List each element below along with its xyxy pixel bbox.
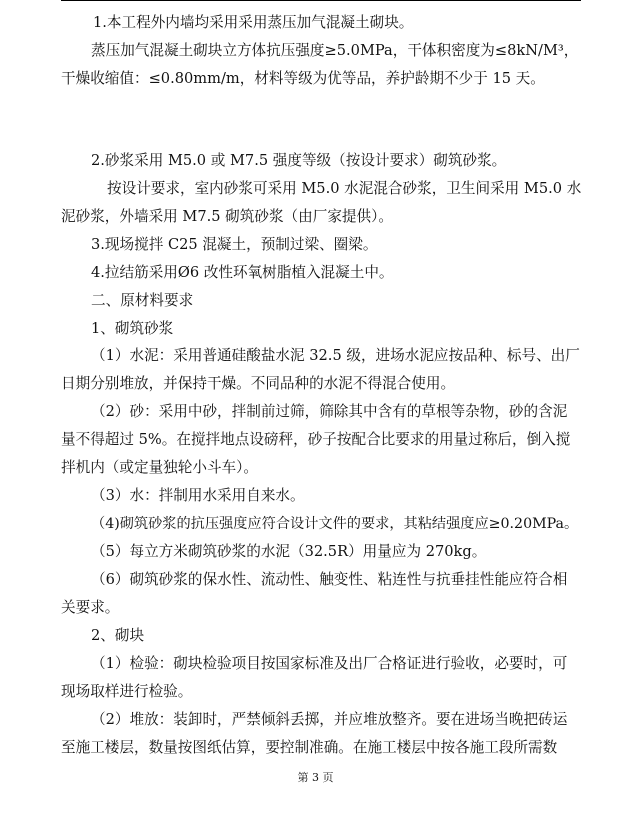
paragraph-line: （4)砌筑砂浆的抗压强度应符合设计文件的要求，其粘结强度应≥0.20MPa。 xyxy=(91,516,579,532)
paragraph-line: 至施工楼层，数量按图纸估算，要控制准确。在施工楼层中按各施工段所需数 xyxy=(61,739,558,756)
paragraph-line: 干燥收缩值：≤0.80mm/m，材料等级为优等品，养护龄期不少于 15 天。 xyxy=(61,70,545,87)
paragraph-line: （2）砂：采用中砂，拌制前过筛，筛除其中含有的草根等杂物，砂的含泥 xyxy=(91,403,568,420)
section-heading: 二、原材料要求 xyxy=(91,292,194,309)
paragraph-line: 日期分别堆放，并保持干燥。不同品种的水泥不得混合使用。 xyxy=(61,375,456,392)
paragraph-line: 关要求。 xyxy=(61,599,120,616)
page-number: 第 3 页 xyxy=(297,771,334,784)
paragraph-line: 1.本工程外内墙均采用采用蒸压加气混凝土砌块。 xyxy=(93,14,414,31)
subsection-heading: 2、砌块 xyxy=(91,627,145,644)
paragraph-line: 拌机内（或定量独轮小斗车）。 xyxy=(61,459,259,476)
paragraph-line: 2.砂浆采用 M5.0 或 M7.5 强度等级（按设计要求）砌筑砂浆。 xyxy=(91,152,507,169)
paragraph-line: 4.拉结筋采用Ø6 改性环氧树脂植入混凝土中。 xyxy=(91,264,394,281)
paragraph-line: （2）堆放：装卸时，严禁倾斜丢掷，并应堆放整齐。要在进场当晚把砖运 xyxy=(91,711,568,728)
paragraph-line: （1）检验：砌块检验项目按国家标准及出厂合格证进行验收，必要时，可 xyxy=(91,655,568,672)
header-rule xyxy=(61,0,581,1)
paragraph-line: 蒸压加气混凝土砌块立方体抗压强度≥5.0MPa，干体积密度为≤8kN/M³， xyxy=(91,42,579,59)
paragraph-line: 量不得超过 5%。在搅拌地点设磅秤，砂子按配合比要求的用量过称后，倒入搅 xyxy=(61,431,571,448)
paragraph-line: （5）每立方米砌筑砂浆的水泥（32.5R）用量应为 270kg。 xyxy=(91,543,487,560)
paragraph-line: （3）水：拌制用水采用自来水。 xyxy=(91,487,305,504)
paragraph-line: 3.现场搅拌 C25 混凝土，预制过梁、圈梁。 xyxy=(91,236,378,253)
paragraph-line: 现场取样进行检验。 xyxy=(61,683,193,700)
subsection-heading: 1、砌筑砂浆 xyxy=(91,320,174,337)
paragraph-line: （6）砌筑砂浆的保水性、流动性、触变性、粘连性与抗垂挂性能应符合相 xyxy=(91,571,568,588)
paragraph-line: （1）水泥：采用普通硅酸盐水泥 32.5 级，进场水泥应按品种、标号、出厂 xyxy=(91,347,580,364)
paragraph-line: 按设计要求，室内砂浆可采用 M5.0 水泥混合砂浆，卫生间采用 M5.0 水 xyxy=(107,180,582,197)
paragraph-line: 泥砂浆，外墙采用 M7.5 砌筑砂浆（由厂家提供）。 xyxy=(61,208,394,225)
